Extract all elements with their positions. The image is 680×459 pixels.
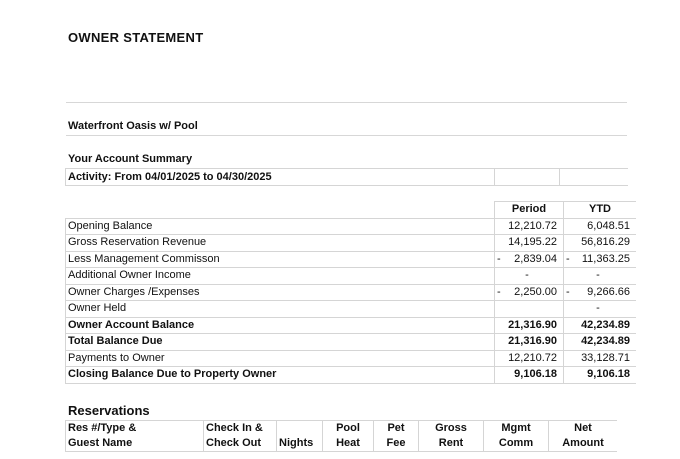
row-label: Less Management Commisson [66,251,495,268]
period-value: 14,195.22 [495,235,564,252]
period-value: 21,316.90 [495,334,564,351]
divider [66,102,627,103]
negative-sign: - [566,252,570,265]
negative-sign: - [497,285,501,298]
col-nights: Nights [277,421,323,452]
col-pool-heat: Pool Heat [323,421,374,452]
row-label: Owner Held [66,301,495,318]
period-value: 12,210.72 [495,218,564,235]
period-value [495,251,564,268]
period-value [495,301,564,318]
summary-row [66,334,637,351]
summary-header-row [66,202,637,219]
ytd-value: - [564,301,637,318]
negative-sign: - [497,252,501,265]
ytd-value: - [564,268,637,285]
reservations-table [65,420,617,452]
row-label: Gross Reservation Revenue [66,235,495,252]
col-ytd: YTD [564,202,637,219]
amount: 2,839.04 [514,252,557,265]
ytd-value: 56,816.29 [564,235,637,252]
period-value: 12,210.72 [495,350,564,367]
amount: 11,363.25 [581,252,630,265]
ytd-value: 42,234.89 [564,334,637,351]
col-mgmt-comm: Mgmt Comm [484,421,549,452]
activity-row [65,168,628,186]
row-label: Owner Charges /Expenses [66,284,495,301]
summary-row [66,251,637,268]
col-period: Period [495,202,564,219]
row-label: Owner Account Balance [66,317,495,334]
period-value [495,284,564,301]
col-pet-fee: Pet Fee [374,421,419,452]
amount: 9,266.66 [587,285,630,298]
period-value: 21,316.90 [495,317,564,334]
summary-row [66,268,637,285]
summary-row [66,284,637,301]
col-gross-rent: Gross Rent [419,421,484,452]
ytd-value [564,284,637,301]
ytd-value: 6,048.51 [564,218,637,235]
divider [66,135,627,136]
statement-title: OWNER STATEMENT [68,30,204,45]
summary-row [66,317,637,334]
row-label: Total Balance Due [66,334,495,351]
summary-row [66,350,637,367]
row-label: Opening Balance [66,218,495,235]
summary-row [66,367,637,384]
summary-row [66,235,637,252]
property-name: Waterfront Oasis w/ Pool [68,120,198,132]
reservations-heading: Reservations [68,403,150,418]
ytd-value [564,251,637,268]
period-value: - [495,268,564,285]
summary-row [66,301,637,318]
ytd-value: 33,128.71 [564,350,637,367]
negative-sign: - [566,285,570,298]
account-summary-table [65,201,636,384]
row-label: Payments to Owner [66,350,495,367]
ytd-value: 42,234.89 [564,317,637,334]
period-value: 9,106.18 [495,367,564,384]
activity-label: Activity: From 04/01/2025 to 04/30/2025 [66,169,495,186]
col-res-type: Res #/Type & Guest Name [66,421,204,452]
col-check-in-out: Check In & Check Out [204,421,277,452]
row-label: Closing Balance Due to Property Owner [66,367,495,384]
amount: 2,250.00 [514,285,557,298]
col-net-amount: Net Amount [549,421,618,452]
row-label: Additional Owner Income [66,268,495,285]
ytd-value: 9,106.18 [564,367,637,384]
summary-row [66,218,637,235]
summary-heading: Your Account Summary [68,153,193,165]
